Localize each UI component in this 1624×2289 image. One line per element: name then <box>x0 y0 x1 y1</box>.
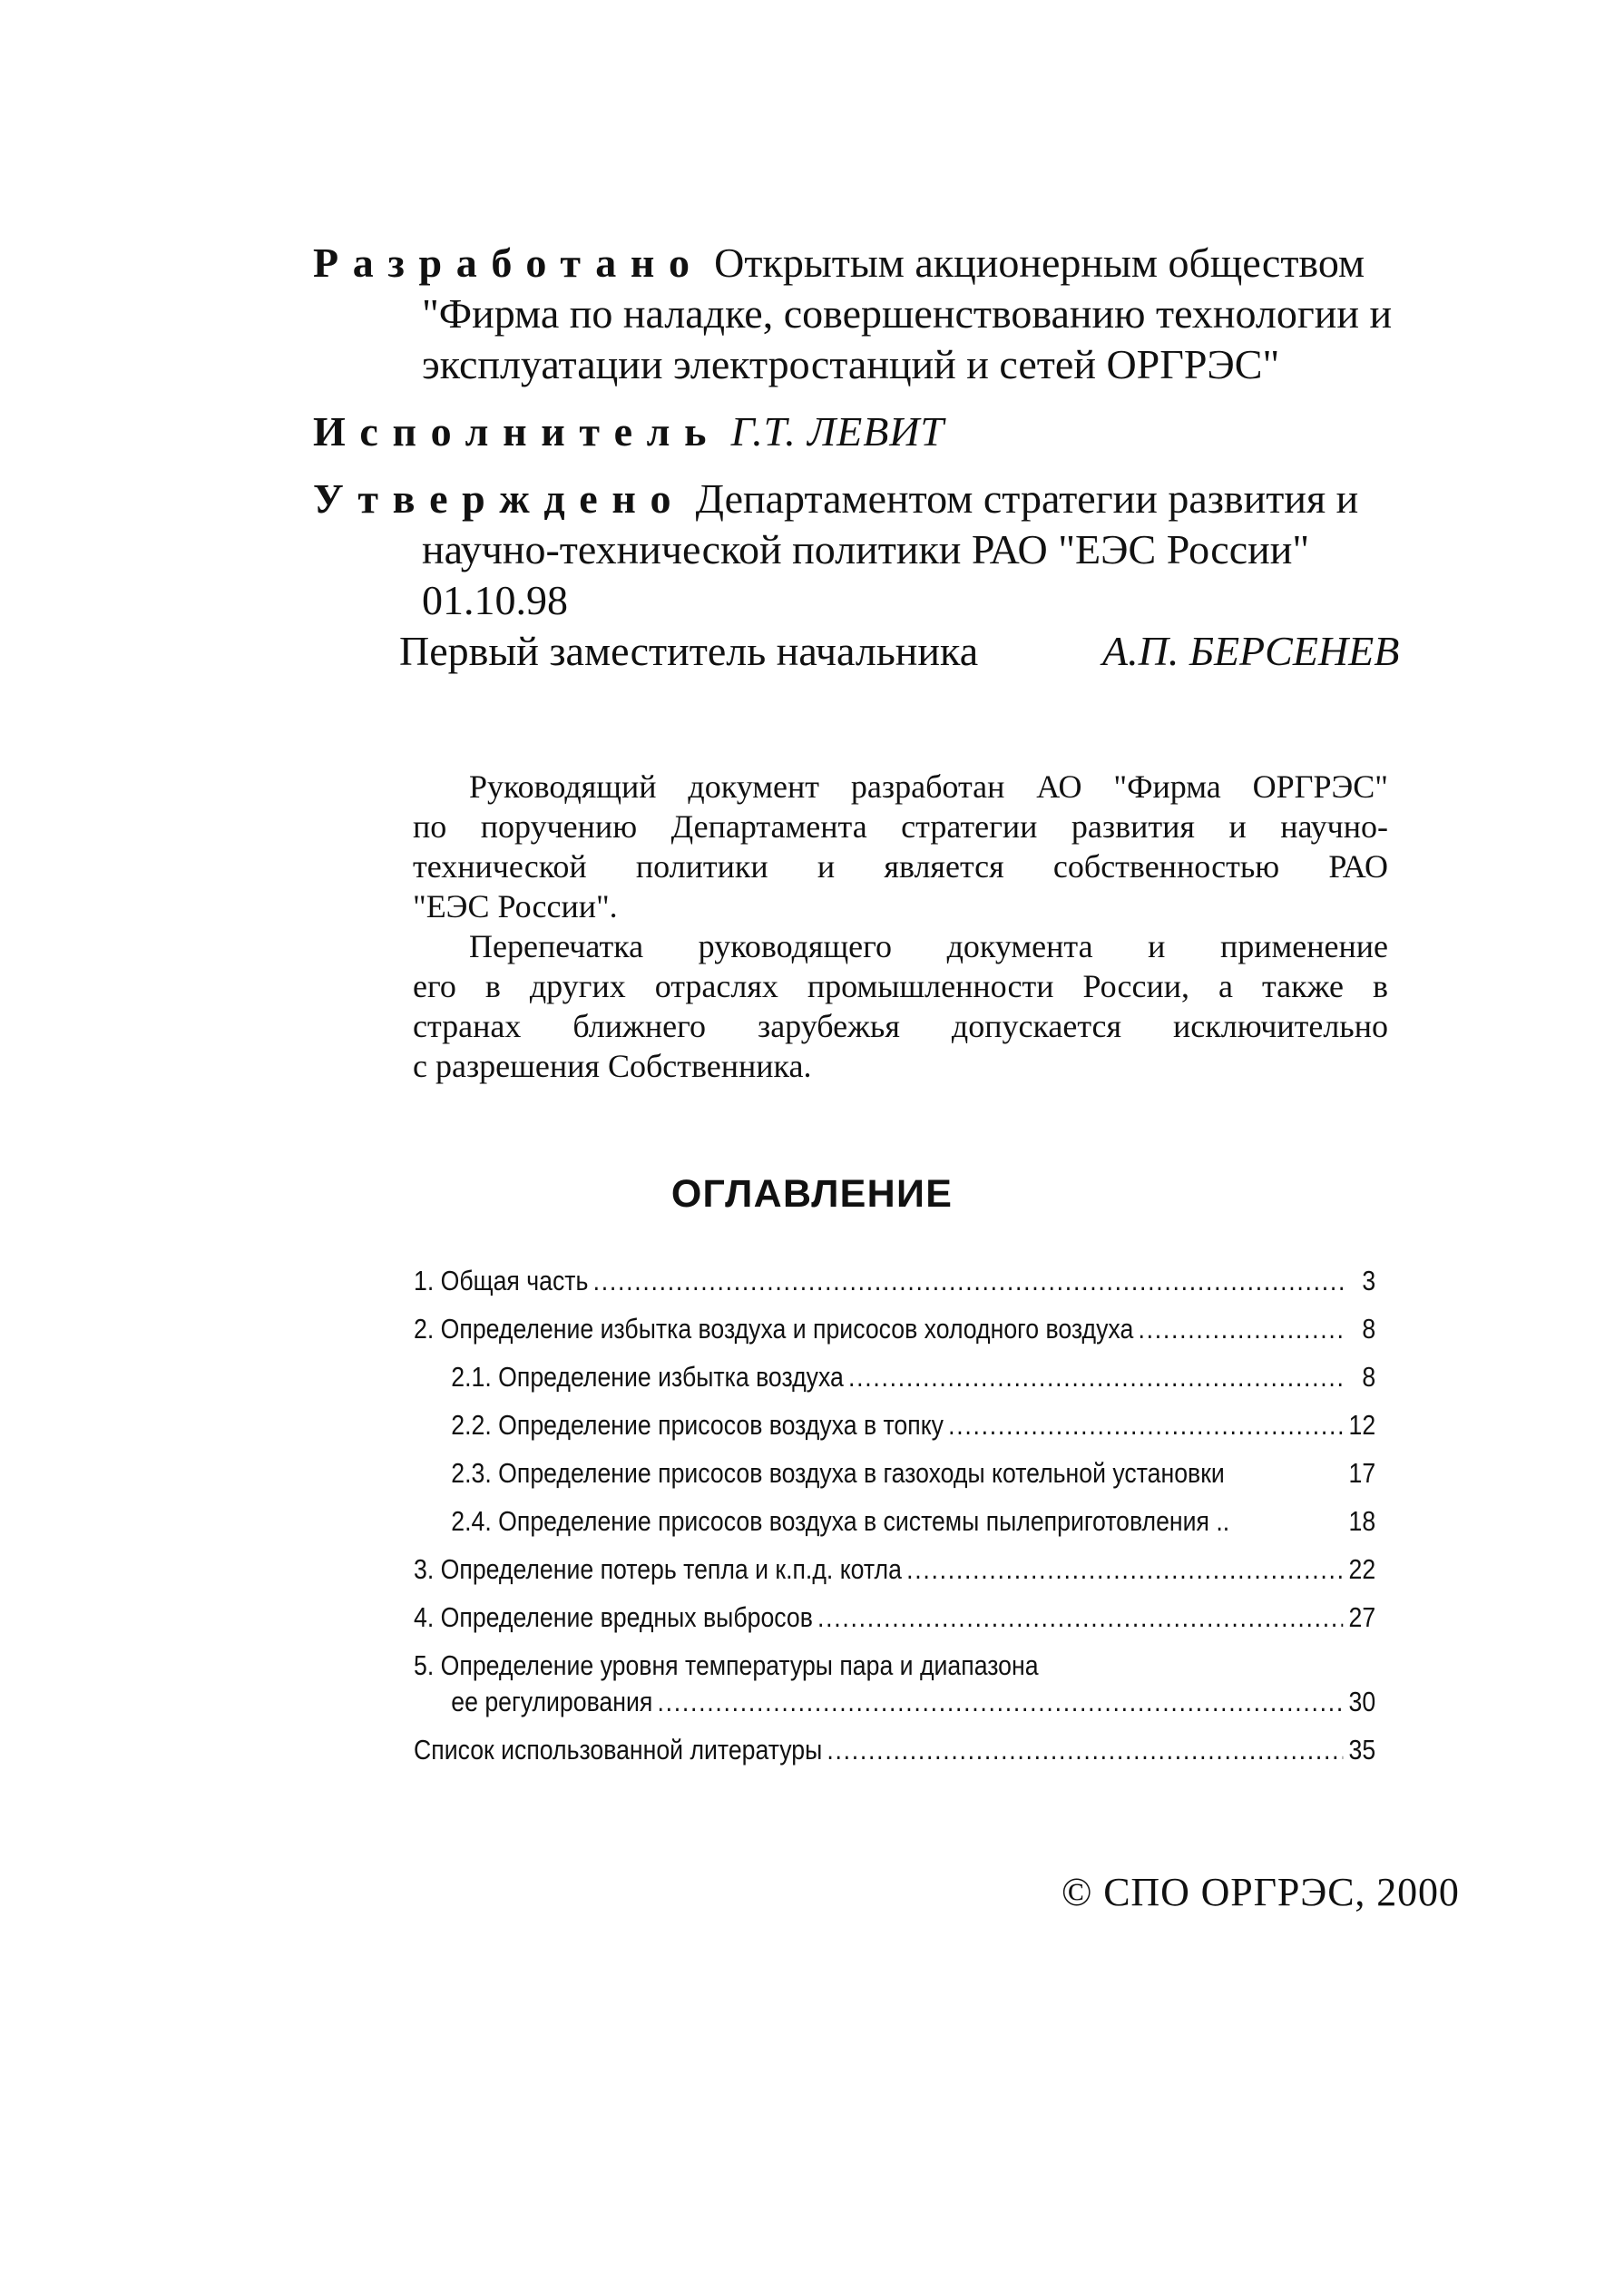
notice-p1-line2: по поручению Департамента стратегии развития и научно- <box>413 808 1388 845</box>
developed-text-line1: Открытым акционерным обществом <box>714 240 1365 286</box>
toc-leader-dots <box>657 1684 1343 1720</box>
toc-item-title: 2.1. Определение избытка воздуха <box>451 1361 844 1393</box>
approved-entry <box>313 474 1520 626</box>
notice-p2-line1: Перепечатка руководящего документа и применение <box>469 928 1388 964</box>
toc-subitem[interactable] <box>414 1359 1375 1395</box>
notice-p1-line3: технической политики и является собственностью РАО <box>413 848 1388 885</box>
toc-leader-dots <box>593 1263 1343 1299</box>
toc-item[interactable] <box>414 1551 1375 1588</box>
toc-item[interactable] <box>414 1263 1375 1299</box>
notice-p2-line4: с разрешения Собственника. <box>413 1048 812 1084</box>
toc-item-page: 22 <box>1348 1553 1376 1585</box>
toc-item-title: 3. Определение потерь тепла и к.п.д. котла <box>414 1553 902 1585</box>
toc-item[interactable] <box>414 1732 1375 1768</box>
toc-item-page: 27 <box>1348 1601 1376 1633</box>
toc-item-page: 18 <box>1348 1505 1376 1537</box>
imprint-block <box>313 238 1520 642</box>
toc-subitem[interactable] <box>414 1407 1375 1443</box>
signer-position: Первый заместитель начальника <box>399 628 979 674</box>
developed-label: Разработано <box>313 240 704 286</box>
toc-item-title: 1. Общая часть <box>414 1265 589 1296</box>
toc-item-page: 3 <box>1362 1265 1376 1296</box>
toc-item-title-cont: ее регулирования <box>451 1686 653 1717</box>
toc-item-title: 2.2. Определение присосов воздуха в топку <box>451 1409 944 1441</box>
toc-subitem[interactable] <box>414 1503 1375 1540</box>
toc-item-page: 17 <box>1348 1457 1376 1489</box>
approved-label: Утверждено <box>313 475 686 522</box>
toc-title: ОГЛАВЛЕНИЕ <box>670 1172 954 1216</box>
toc-leader-dots <box>848 1359 1343 1395</box>
toc-item[interactable] <box>414 1648 1375 1684</box>
toc-item[interactable] <box>414 1599 1375 1636</box>
copyright-notice <box>413 767 1388 1086</box>
notice-p2-line2: его в других отраслях промышленности России, а также в <box>413 968 1388 1004</box>
notice-p2-line3: странах ближнего зарубежья допускается исключительно <box>413 1008 1388 1044</box>
toc-item-title: Список использованной литературы <box>414 1734 823 1766</box>
toc-leader-dots <box>827 1732 1343 1768</box>
toc-item-page: 8 <box>1362 1361 1376 1393</box>
toc-leader-dots <box>1138 1311 1343 1347</box>
toc-item-title: 4. Определение вредных выбросов <box>414 1601 813 1633</box>
table-of-contents <box>414 1263 1375 1780</box>
developed-text-line3: эксплуатации электростанций и сетей ОРГРЭС" <box>422 341 1280 387</box>
toc-item-title: 5. Определение уровня температуры пара и диапазона <box>414 1649 1039 1681</box>
executor-name: Г.Т. ЛЕВИТ <box>730 408 944 455</box>
toc-leader-dots <box>948 1407 1343 1443</box>
toc-leader-dots <box>906 1551 1343 1588</box>
toc-leader-dots <box>817 1599 1343 1636</box>
toc-item-page: 35 <box>1348 1734 1376 1766</box>
toc-item-page: 30 <box>1348 1686 1376 1717</box>
toc-item[interactable] <box>414 1311 1375 1347</box>
toc-subitem[interactable] <box>414 1455 1375 1492</box>
signer-line <box>399 626 1415 677</box>
toc-item-continuation[interactable] <box>414 1684 1375 1720</box>
notice-p1-line4: "ЕЭС России". <box>413 888 618 924</box>
approved-date: 01.10.98 <box>422 577 568 623</box>
approved-text-line1: Департаментом стратегии развития и <box>695 475 1359 522</box>
approved-text-line2: научно-технической политики РАО "ЕЭС России" <box>422 526 1310 572</box>
toc-item-page: 12 <box>1348 1409 1376 1441</box>
toc-item-title: 2. Определение избытка воздуха и присосов холодного воздуха <box>414 1313 1134 1345</box>
signer-name: А.П. БЕРСЕНЕВ <box>1102 628 1400 674</box>
developed-entry <box>313 238 1520 390</box>
developed-text-line2: "Фирма по наладке, совершенствованию технологии и <box>422 290 1393 337</box>
toc-item-page: 8 <box>1362 1313 1376 1345</box>
toc-item-title: 2.4. Определение присосов воздуха в системы пылеприготовления .. <box>451 1505 1230 1537</box>
notice-p1-line1: Руководящий документ разработан АО "Фирма ОРГРЭС" <box>469 768 1388 805</box>
copyright-line: © СПО ОРГРЭС, 2000 <box>1061 1870 1460 1914</box>
toc-item-title: 2.3. Определение присосов воздуха в газоходы котельной установки <box>451 1457 1225 1489</box>
executor-label: Исполнитель <box>313 408 721 455</box>
executor-entry <box>313 406 1520 457</box>
